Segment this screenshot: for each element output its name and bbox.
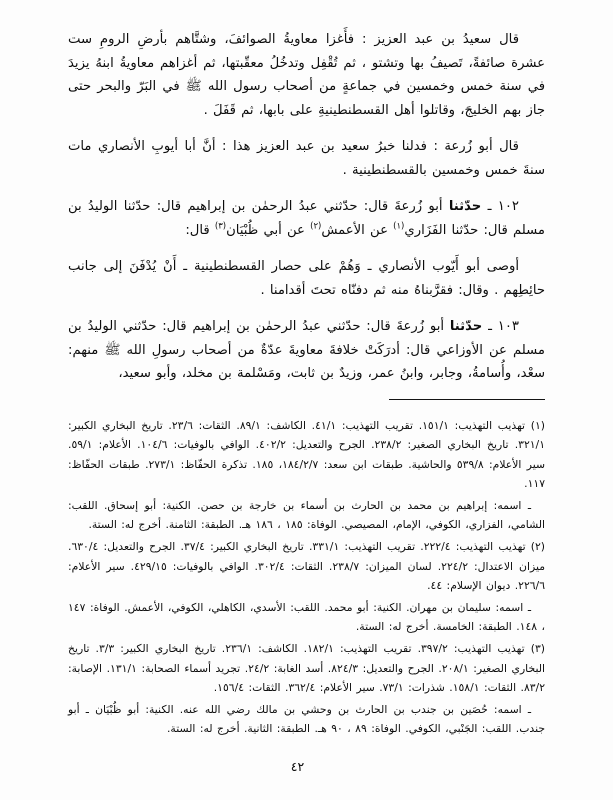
footnote-item-3 xyxy=(68,639,545,739)
footnote-2-refs-text: تهذيب التهذيب: ٢٢٢/٤. تقريب التهذيب: ٣٣١/١. تاريخ البخاري الكبير: ٣٧/٤. الجرح والتعديل: ٦٣٠/٤. ميزان الاعتدال: ٢٢٤/٢. لسان الميزان: ٢٣٨/٧. الثقات: ٣٠٢/٤. الوافي بالوفيات: ٤٢٩/١٥. سير الأعلام: ٢٢٦/٦. ديوان الإسلام: ٤٤. xyxy=(68,540,545,593)
hadith-number-103: ١٠٣ xyxy=(497,319,519,334)
hadith-103-chain xyxy=(68,315,545,386)
hadith-102-chain xyxy=(68,195,545,242)
footnote-1-bio: ـ اسمه: إبراهيم بن محمد بن الحارث بن أسماء بن خارجة بن حصن. الكنية: أبو إسحاق. اللقب: الشامي، الفزاري، الكوفي، الإمام، المصيصي. الوفاة: ١٨٥ ، ١٨٦ هـ. الطبقة: الثامنة. أخرج له: الستة. xyxy=(68,498,545,532)
hadith-keyword-103: حدّثنا xyxy=(449,319,483,334)
hadith-keyword-102: حدّثنا xyxy=(448,199,482,214)
hadith-chain-text-102d: قال: xyxy=(185,222,210,238)
footnote-ref-2[interactable]: (٢) xyxy=(310,221,322,232)
hadith-chain-text-103: أبو زُرعةَ قال: حدّثني عبدُ الرحمٰن بن إبراهيم قال: حدّثني الوليدُ بن مسلم عن الأوزاعي قال: أدرَكَتْ خلافةَ معاويةَ عدّةٌ من أصحاب رسولِ الله ﷺ منهم: سعْد، وأُسامةُ، وجابر، وابنُ عمر، وزيدٌ بن ثابت، ومَسْلمة بن مخلد، وأبو سعيد، xyxy=(68,319,545,381)
hadith-102-body: أوصى أبو أَيّوب الأنصاري ـ وَهُمْ على حصار القسطنطينية ـ أَنْ يُدْفَنَ إلى جانب حائِطِهم . وقال: فقرَّبناهُ منه ثم دفنّاه تحتَ أقدامنا . xyxy=(68,259,545,298)
hadith-number-102: ١٠٢ xyxy=(497,199,519,214)
footnote-2-refs xyxy=(68,537,545,596)
footnote-ref-3[interactable]: (٣) xyxy=(214,221,227,232)
footnote-2-bio: ـ اسمه: سليمان بن مهران. الكنية: أبو محمد. اللقب: الأسدي، الكاهلي، الكوفي، الأعمش. الوفاة: ١٤٧ ، ١٤٨. الطبقة: الخامسة. أخرج له: الستة. xyxy=(68,600,545,634)
paragraph-saeed-narration: قال سعيدُ بن عبد العزيز : فأَغزا معاويةُ الصوائفَ، وشتَّاهم بأرضِ الرومِ ست عشرة صائفةً، تَصيفُ بها وتشتو ، ثم تُقْفِل وتدخُلُ معقّبتها، ثم أغزاهم معاويةُ ابنهُ يزيدَ في سنة خمس وخمسين في جماعةٍ من أصحاب رسول الله ﷺ في البَرّ والبحر حتى جاز بهم الخليجَ، وقاتلوا أهل القسطنطينيةِ على بابها، ثم قَفَلَ . xyxy=(68,32,545,118)
hadith-dash-103: ـ xyxy=(488,319,492,334)
footnotes-block xyxy=(68,416,545,740)
footnote-2-marker: (٢) xyxy=(530,540,546,554)
footnote-3-refs xyxy=(68,639,545,698)
hadith-chain-text-102b: عن الأعمش xyxy=(321,222,388,238)
footnote-1-marker: (١) xyxy=(530,418,546,432)
hadith-chain-text-102c: عن أبي ظُبْيَان xyxy=(226,222,305,238)
footnote-3-marker: (٣) xyxy=(530,642,545,656)
paragraph-abu-zura-conclusion: قال أبو زُرعة : فدلنا خبرُ سعيد بن عبد العزيز هذا : أنَّ أبا أيوبِ الأنصاري مات سنةَ خمس وخمسين بالقسطنطينية . xyxy=(68,139,545,178)
footnote-item-2 xyxy=(68,537,545,637)
footnote-3-refs-text: تهذيب التهذيب: ٣٩٧/٢. تقريب التهذيب: ١٨٢/١. الكاشف: ٢٣٦/١. تاريخ البخاري الكبير: ٣/٣. تاريخ البخاري الصغير: ٢٠٨/١. الجرح والتعديل: ٨٢٤/٣. أسد الغابة: ٢٤/٢. تجريد أسماء الصحابة: ١٣١/١. الإصابة: ٨٣/٢. الثقات: ١٥٨/١. شذرات: ٧٣/١. سير الأعلام: ٣٦٢/٤. الثقات: ١٥٦/٤. xyxy=(68,642,545,695)
footnote-1-refs-text: تهذيب التهذيب: ١٥١/١. تقريب التهذيب: ٤١/١. الكاشف: ٨٩/١. الثقات: ٢٣/٦. تاريخ البخاري الكبير: ٣٢١/١. تاريخ البخاري الصغير: ٢٣٨/٢. الجرح والتعديل: ٤٠٢/٢. الوافي بالوفيات: ١٠٤/٦. الأعلام: ٥٩/١. سير الأعلام: ٥٣٩/٨ والحاشية. طبقات ابن سعد: ١٨٤/٢/٧، ١٨٥. تذكرة الحفّاظ: ٢٧٣/١. طبقات الحفّاظ: ١١٧. xyxy=(68,418,545,491)
footnote-separator-line xyxy=(389,399,545,401)
hadith-chain-text-102: أبو زُرعةَ قال: حدّثني عبدُ الرحمٰن بن إبراهيم قال: حدّثنا الوليدُ بن مسلم قال: حدّثنا الفَزَاري xyxy=(68,199,545,238)
page-number-value: ٤٢ xyxy=(290,759,305,774)
footnote-ref-1[interactable]: (١) xyxy=(393,221,405,232)
hadith-dash-102: ـ xyxy=(487,199,492,214)
footnote-item-1 xyxy=(68,416,545,536)
footnote-separator-wrap xyxy=(68,399,545,409)
main-text-block xyxy=(68,28,545,386)
page-number xyxy=(0,759,613,774)
footnote-1-refs xyxy=(68,416,545,494)
footnote-3-bio: ـ اسمه: حُصَين بن جندب بن الحارث بن وحشي بن مالك رضي الله عنه. الكنية: أبو ظُبْيَان ـ أبو جندب. اللقب: الجَنْبي، الكوفي. الوفاة: ٨٩ ، ٩٠ هـ. الطبقة: الثانية. أخرج له: الستة. xyxy=(68,702,545,736)
